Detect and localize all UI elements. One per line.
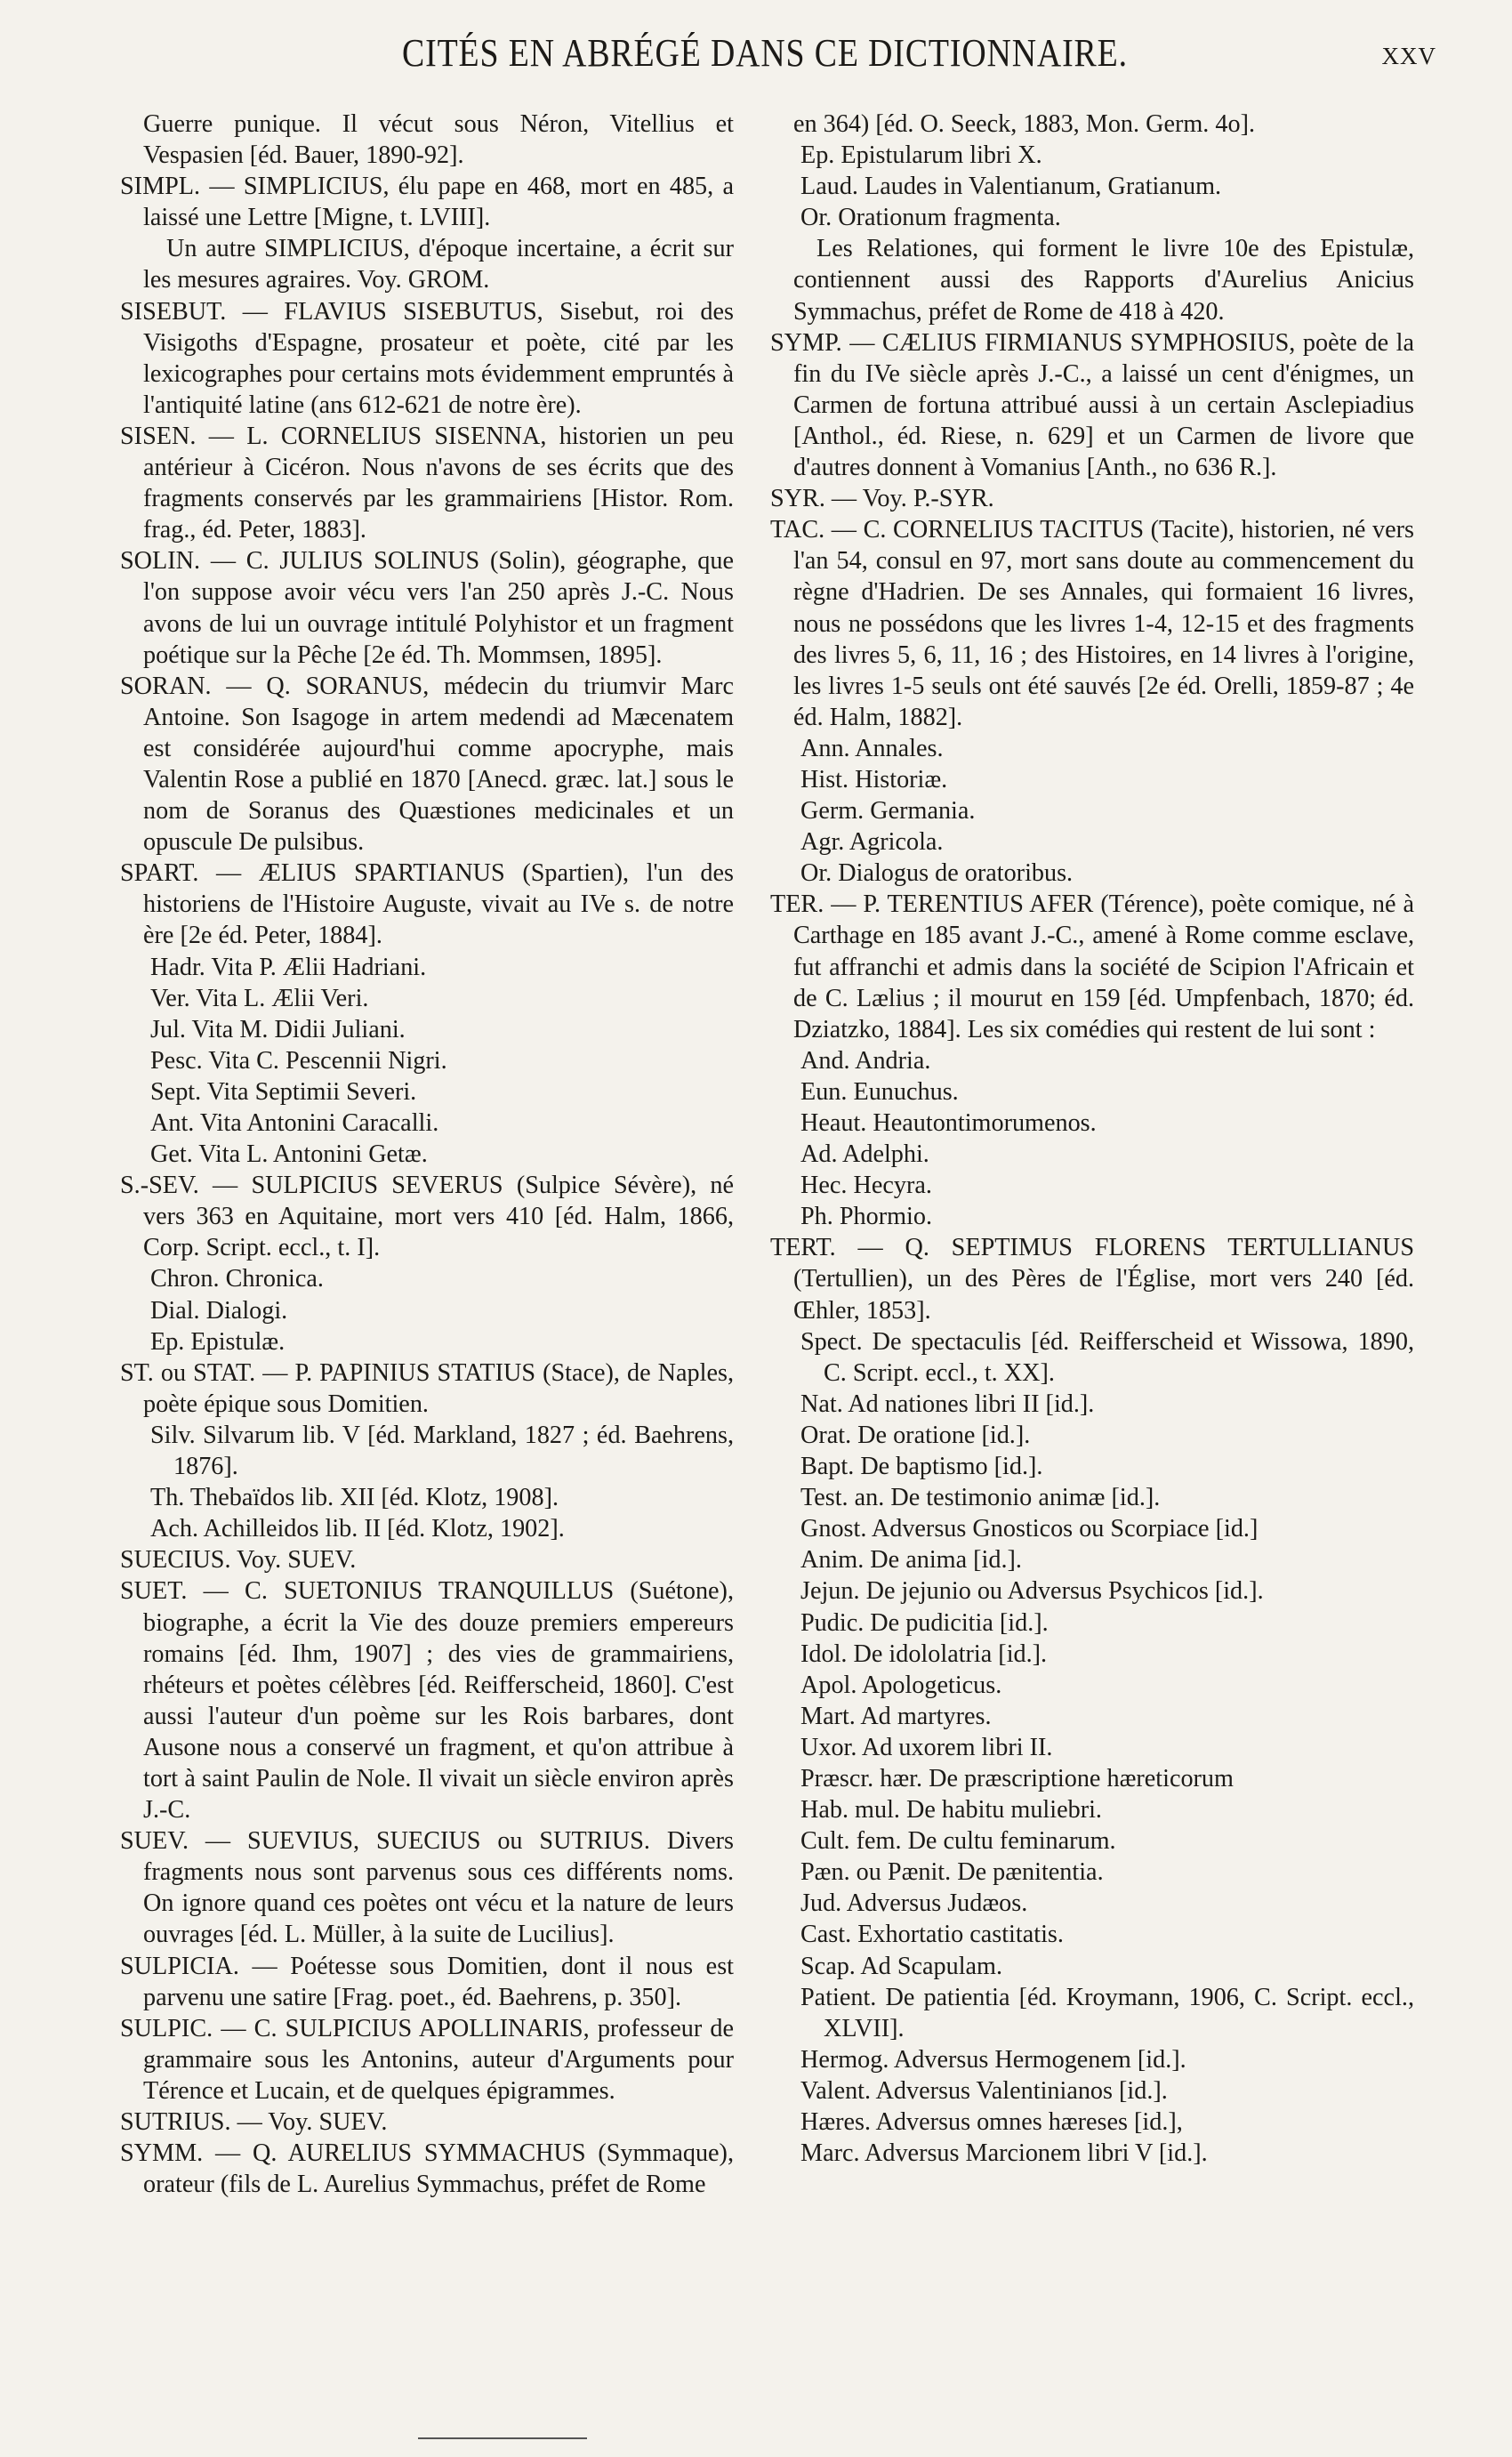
dictionary-entry: en 364) [éd. O. Seeck, 1883, Mon. Germ. 4o]. [793, 110, 1256, 138]
dictionary-entry: Agr. Agricola. [800, 828, 944, 857]
dictionary-entry: SOLIN. — C. JULIUS SOLINUS (Solin), géographe, que l'on suppose avoir vécu vers l'an 250 après J.-C. Nous avons de lui un ouvrage intitulé Polyhistor et un fragment poétique sur la Pêche [2e éd. Th. Mommsen, 1895]. [120, 547, 734, 669]
dictionary-entry: Ver. Vita L. Ælii Veri. [150, 984, 369, 1012]
dictionary-entry: Or. Dialogus de oratoribus. [800, 859, 1074, 888]
dictionary-entry: Spect. De spectaculis [éd. Reifferscheid et Wissowa, 1890, C. Script. eccl., t. XX]. [800, 1327, 1414, 1387]
dictionary-entry: Cast. Exhortatio castitatis. [800, 1921, 1064, 1949]
dictionary-entry: Ann. Annales. [800, 734, 944, 762]
dictionary-entry: Th. Thebaïdos lib. XII [éd. Klotz, 1908]. [150, 1484, 559, 1512]
dictionary-entry: Ad. Adelphi. [800, 1140, 929, 1169]
dictionary-entry: Cult. fem. De cultu feminarum. [800, 1827, 1116, 1856]
dictionary-entry: TERT. — Q. SEPTIMUS FLORENS TERTULLIANUS (Tertullien), un des Pères de l'Église, mort vers 240 [éd. Œhler, 1853]. [770, 1234, 1414, 1325]
dictionary-entry: Chron. Chronica. [150, 1265, 324, 1293]
dictionary-entry: Ant. Vita Antonini Caracalli. [150, 1109, 439, 1137]
dictionary-entry: Guerre punique. Il vécut sous Néron, Vitellius et Vespasien [éd. Bauer, 1890-92]. [143, 110, 734, 170]
dictionary-entry: SISEN. — L. CORNELIUS SISENNA, historien un peu antérieur à Cicéron. Nous n'avons de ses écrits que des fragments conservés par les grammairiens [Histor. Rom. frag., éd. Peter, 1883]. [120, 422, 734, 544]
page-header [120, 30, 1436, 84]
right-column [770, 109, 1414, 2169]
dictionary-entry: SORAN. — Q. SORANUS, médecin du triumvir Marc Antoine. Son Isagoge in artem medendi ad Mæcenatem est considérée aujourd'hui comme apocryphe, mais Valentin Rose a publié en 1870 [Anecd. græc. lat.] sous le nom de Soranus des Quæstiones medicinales et un opuscule De pulsibus. [120, 672, 734, 857]
dictionary-entry: Silv. Silvarum lib. V [éd. Markland, 1827 ; éd. Baehrens, 1876]. [150, 1421, 734, 1481]
dictionary-entry: TER. — P. TERENTIUS AFER (Térence), poète comique, né à Carthage en 185 avant J.-C., amené à Rome comme esclave, fut affranchi et admis dans la société de Scipion l'Africain et de C. Lælius ; il mourut en 159 [éd. Umpfenbach, 1870; éd. Dziatzko, 1884]. Les six comédies qui restent de lui sont : [770, 890, 1414, 1043]
dictionary-entry: Pudic. De pudicitia [id.]. [800, 1608, 1049, 1637]
dictionary-entry: Ach. Achilleidos lib. II [éd. Klotz, 1902]. [150, 1515, 565, 1543]
dictionary-entry: ST. ou STAT. — P. PAPINIUS STATIUS (Stace), de Naples, poète épique sous Domitien. [120, 1358, 734, 1418]
dictionary-entry: Patient. De patientia [éd. Kroymann, 1906, C. Script. eccl., XLVII]. [800, 1983, 1414, 2042]
dictionary-entry: SYMM. — Q. AURELIUS SYMMACHUS (Symmaque), orateur (fils de L. Aurelius Symmachus, préfet de Rome [120, 2139, 734, 2199]
dictionary-entry: Idol. De idololatria [id.]. [800, 1639, 1048, 1668]
dictionary-entry: SYR. — Voy. P.-SYR. [770, 485, 994, 513]
left-column [120, 109, 734, 2200]
dictionary-entry: Nat. Ad nationes libri II [id.]. [800, 1390, 1095, 1418]
dictionary-entry: S.-SEV. — SULPICIUS SEVERUS (Sulpice Sévère), né vers 363 en Aquitaine, mort vers 410 [éd. Halm, 1866, Corp. Script. eccl., t. I]. [120, 1172, 734, 1262]
dictionary-entry: SISEBUT. — FLAVIUS SISEBUTUS, Sisebut, roi des Visigoths d'Espagne, prosateur et poète, cité par les lexicographes pour certains mots évidemment empruntés à l'antiquité latine (ans 612-621 de notre ère). [120, 297, 734, 419]
dictionary-entry: Or. Orationum fragmenta. [800, 204, 1061, 232]
dictionary-entry: And. Andria. [800, 1046, 931, 1075]
dictionary-entry: SIMPL. — SIMPLICIUS, élu pape en 468, mort en 485, a laissé une Lettre [Migne, t. LVIII]. [120, 173, 734, 232]
dictionary-entry: SUEV. — SUEVIUS, SUECIUS ou SUTRIUS. Divers fragments nous sont parvenus sous ces différents noms. On ignore quand ces poètes ont vécu et la nature de leurs ouvrages [éd. L. Müller, à la suite de Lucilius]. [120, 1827, 734, 1949]
dictionary-entry: Hadr. Vita P. Ælii Hadriani. [150, 953, 427, 981]
dictionary-entry: Valent. Adversus Valentinianos [id.]. [800, 2076, 1168, 2105]
dictionary-entry: Un autre SIMPLICIUS, d'époque incertaine, a écrit sur les mesures agraires. Voy. GROM. [143, 235, 734, 294]
dictionary-entry: Jud. Adversus Judæos. [800, 1889, 1028, 1918]
dictionary-entry: TAC. — C. CORNELIUS TACITUS (Tacite), historien, né vers l'an 54, consul en 97, mort sans doute au commencement du règne d'Hadrien. De ses Annales, qui formaient 16 livres, nous ne possédons que les livres 1-4, 12-15 et des fragments des livres 5, 6, 11, 16 ; des Histoires, en 14 livres à l'origine, les livres 1-5 seuls ont été sauvés [2e éd. Orelli, 1859-87 ; 4e éd. Halm, 1882]. [770, 516, 1414, 731]
dictionary-entry: SYMP. — CÆLIUS FIRMIANUS SYMPHOSIUS, poète de la fin du IVe siècle après J.-C., a laissé un cent d'énigmes, un Carmen de fortuna attribué aussi à un certain Asclepiadius [Anthol., éd. Riese, n. 629] et un Carmen de livore que d'autres donnent à Vomanius [Anth., no 636 R.]. [770, 328, 1414, 482]
dictionary-entry: Hec. Hecyra. [800, 1172, 932, 1200]
dictionary-entry: Hab. mul. De habitu muliebri. [800, 1796, 1102, 1825]
dictionary-entry: Germ. Germania. [800, 797, 976, 826]
dictionary-entry: Pesc. Vita C. Pescennii Nigri. [150, 1046, 447, 1075]
dictionary-entry: Ep. Epistulæ. [150, 1327, 286, 1356]
dictionary-entry: Heaut. Heautontimorumenos. [800, 1109, 1097, 1137]
running-title: CITÉS EN ABRÉGÉ DANS CE DICTIONNAIRE. [402, 31, 1128, 75]
dictionary-entry: Scap. Ad Scapulam. [800, 1952, 1003, 1980]
dictionary-entry: Ph. Phormio. [800, 1203, 933, 1231]
dictionary-entry: Eun. Eunuchus. [800, 1077, 959, 1106]
footer-rule [418, 2437, 587, 2439]
dictionary-entry: SULPIC. — C. SULPICIUS APOLLINARIS, professeur de grammaire sous les Antonins, auteur d'Arguments pour Térence et Lucain, et de quelques épigrammes. [120, 2014, 734, 2105]
dictionary-entry: Apol. Apologeticus. [800, 1671, 1002, 1699]
dictionary-entry: Les Relationes, qui forment le livre 10e des Epistulæ, contiennent aussi des Rapports d'Aurelius Anicius Symmachus, préfet de Rome de 418 à 420. [793, 235, 1414, 326]
dictionary-entry: Test. an. De testimonio animæ [id.]. [800, 1484, 1161, 1512]
dictionary-entry: SUET. — C. SUETONIUS TRANQUILLUS (Suétone), biographe, a écrit la Vie des douze premiers empereurs romains [éd. Ihm, 1907] ; des vies de grammairiens, rhéteurs et poètes célèbres [éd. Reifferscheid, 1860]. C'est aussi l'auteur d'un poème sur les Rois barbares, dont Ausone nous a conservé un fragment, et qu'on attribue à tort à saint Paulin de Nole. Il vivait un siècle environ après J.-C. [120, 1577, 734, 1825]
dictionary-entry: Uxor. Ad uxorem libri II. [800, 1733, 1053, 1761]
dictionary-entry: Anim. De anima [id.]. [800, 1546, 1022, 1575]
dictionary-entry: Laud. Laudes in Valentianum, Gratianum. [800, 173, 1222, 201]
dictionary-entry: Jejun. De jejunio ou Adversus Psychicos [id.]. [800, 1577, 1264, 1606]
dictionary-entry: Pæn. ou Pænit. De pænitentia. [800, 1858, 1104, 1887]
dictionary-entry: Mart. Ad martyres. [800, 1702, 992, 1730]
page-number: XXV [1381, 43, 1436, 69]
dictionary-entry: Bapt. De baptismo [id.]. [800, 1453, 1043, 1481]
dictionary-entry: Hist. Historiæ. [800, 765, 948, 793]
dictionary-entry: Gnost. Adversus Gnosticos ou Scorpiace [id.] [800, 1515, 1259, 1543]
dictionary-entry: SUTRIUS. — Voy. SUEV. [120, 2108, 388, 2136]
dictionary-entry: Ep. Epistularum libri X. [800, 141, 1042, 170]
dictionary-entry: SPART. — ÆLIUS SPARTIANUS (Spartien), l'un des historiens de l'Histoire Auguste, vivait au IVe s. de notre ère [2e éd. Peter, 1884]. [120, 859, 734, 950]
dictionary-entry: SUECIUS. Voy. SUEV. [120, 1546, 357, 1575]
dictionary-entry: Jul. Vita M. Didii Juliani. [150, 1015, 406, 1043]
dictionary-entry: Præscr. hær. De præscriptione hæreticorum [800, 1764, 1234, 1792]
dictionary-entry: Hæres. Adversus omnes hæreses [id.], [800, 2108, 1183, 2136]
dictionary-entry: Marc. Adversus Marcionem libri V [id.]. [800, 2139, 1208, 2168]
dictionary-entry: Get. Vita L. Antonini Getæ. [150, 1140, 428, 1169]
dictionary-entry: Sept. Vita Septimii Severi. [150, 1077, 417, 1106]
dictionary-entry: Dial. Dialogi. [150, 1296, 288, 1325]
dictionary-entry: SULPICIA. — Poétesse sous Domitien, dont il nous est parvenu une satire [Frag. poet., éd. Baehrens, p. 350]. [120, 1952, 734, 2011]
dictionary-entry: Hermog. Adversus Hermogenem [id.]. [800, 2045, 1186, 2074]
dictionary-entry: Orat. De oratione [id.]. [800, 1421, 1031, 1449]
